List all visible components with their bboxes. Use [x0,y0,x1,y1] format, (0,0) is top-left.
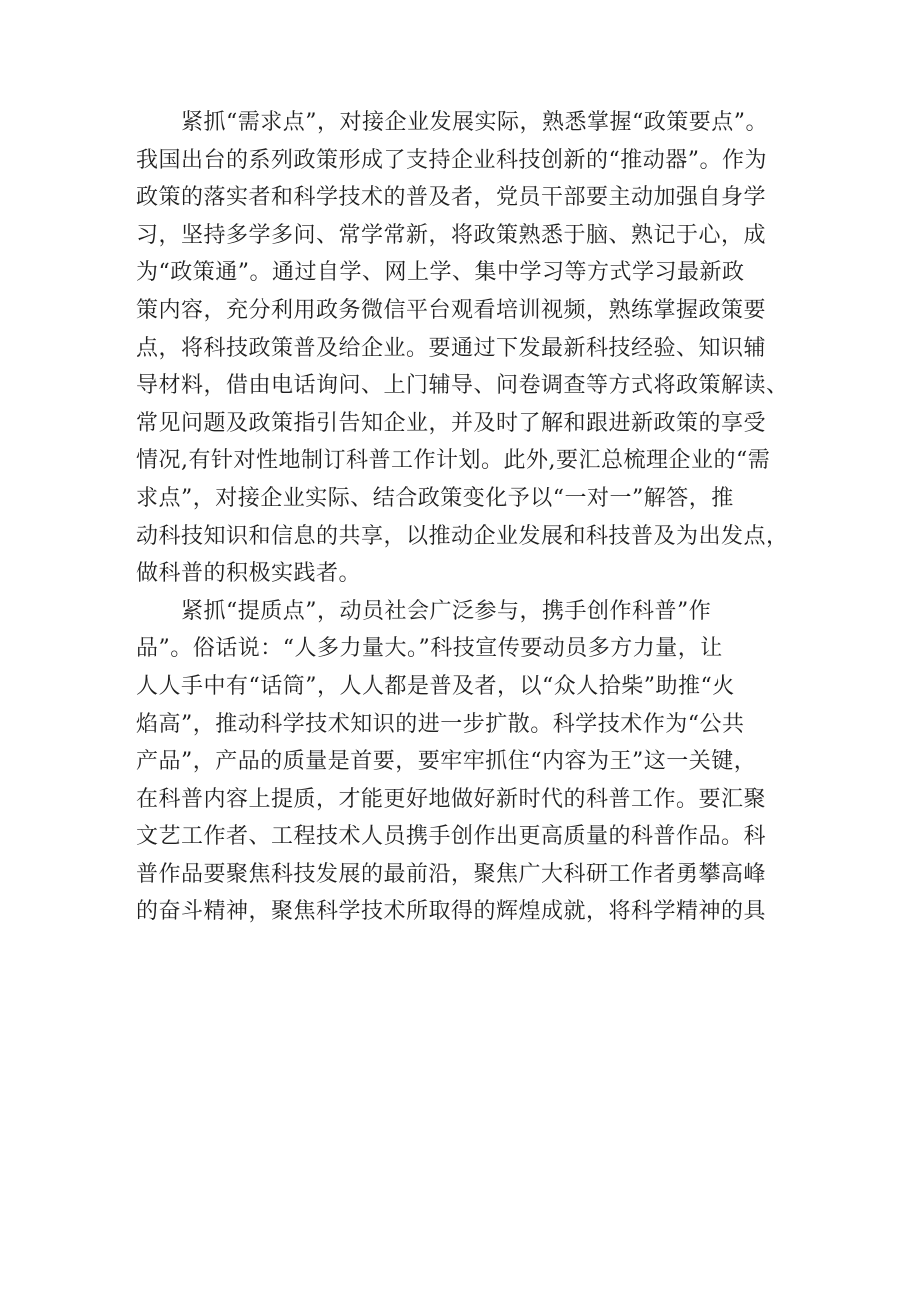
paragraph-quality-point: 紧抓“提质点”，动员社会广泛参与，携手创作科普”作 品”。俗话说：“人多力量大。”科技宣传要动员多方力量，让 人人手中有“话筒”，人人都是普及者，以“众人拾柴”助推“火 焰高”，推动科学技术知识的进一步扩散。科学技术作为“公共 产品”，产品的质量是首要，要牢牢抓住“内容为王”这一关键， 在科普内容上提质，才能更好地做好新时代的科普工作。要汇聚 文艺工作者、工程技术人员携手创作出更高质量的科普作品。科 普作品要聚焦科技发展的最前沿，聚焦广大科研工作者勇攀高峰 的奋斗精神，聚焦科学技术所取得的辉煌成就，将科学精神的具 [136,598,767,925]
paragraph-demand-point: 紧抓“需求点”，对接企业发展实际，熟悉掌握“政策要点”。 我国出台的系列政策形成了支持企业科技创新的“推动器”。作为 政策的落实者和科学技术的普及者，党员干部要主动加强自身学 习，坚持多学多问、常学常新，将政策熟悉于脑、熟记于心，成 为“政策通”。通过自学、网上学、集中学习等方式学习最新政 策内容，充分利用政务微信平台观看培训视频，熟练掌握政策要 点，将科技政策普及给企业。要通过下发最新科技经验、知识辅 导材料，借由电话询问、上门辅导、问卷调查等方式将政策解读、 常见问题及政策指引告知企业，并及时了解和跟进新政策的享受 情况,有针对性地制订科普工作计划。此外,要汇总梳理企业的“需 求点”，对接企业实际、结合政策变化予以“一对一”解答，推 动科技知识和信息的共享，以推动企业发展和科技普及为出发点， 做科普的积极实践者。 [136,110,789,587]
document-body [136,104,792,931]
